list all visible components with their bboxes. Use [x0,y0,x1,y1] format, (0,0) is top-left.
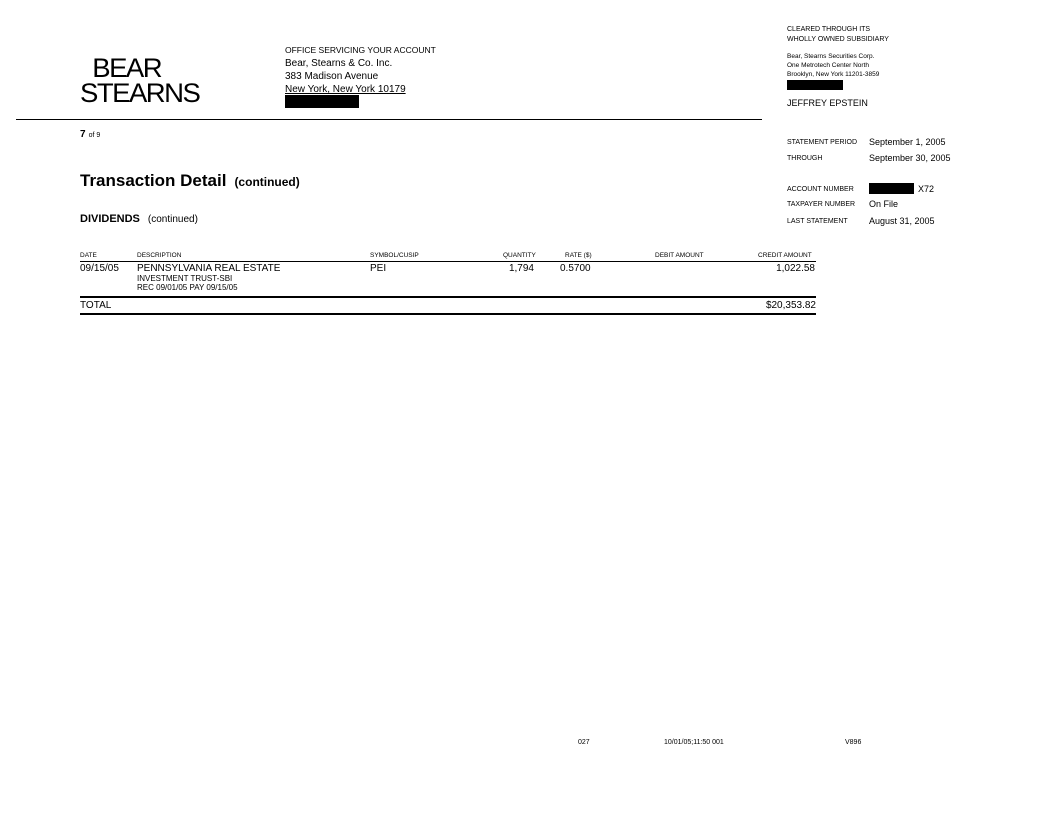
taxpayer-number-label: TAXPAYER NUMBER [787,201,856,208]
bear-stearns-logo [80,53,200,108]
column-header-rate: RATE ($) [565,252,592,259]
office-block [285,44,436,112]
through-label: THROUGH [787,155,823,162]
row-quantity: 1,794 [508,263,534,274]
page-current: 7 [80,129,86,140]
office-city: New York, New York 10179 [285,84,406,95]
account-number-label: ACCOUNT NUMBER [787,186,854,193]
through-value: September 30, 2005 [869,153,951,163]
section-main: DIVIDENDS [80,213,140,225]
section-heading [80,213,198,225]
total-bottom-rule [80,313,816,315]
office-name: Bear, Stearns & Co. Inc. [285,58,393,69]
column-header-symbol: SYMBOL/CUSIP [370,252,419,259]
clearing-firm: Bear, Stearns Securities Corp. [787,53,875,60]
footer-code2: V896 [845,739,862,746]
office-street: 383 Madison Avenue [285,71,379,82]
clearing-street: One Metrotech Center North [787,62,870,69]
row-rate: 0.5700 [560,263,591,274]
footer-timestamp: 10/01/05;11:50 001 [664,739,724,746]
redaction-bar [787,80,843,90]
row-credit: 1,022.58 [776,263,815,274]
office-label: OFFICE SERVICING YOUR ACCOUNT [285,45,436,55]
column-header-debit: DEBIT AMOUNT [655,252,704,259]
clearing-block [787,25,889,108]
statement-period-value: September 1, 2005 [869,137,946,147]
page-title [80,171,300,191]
footer-code1: 027 [578,739,590,746]
page-number [80,129,100,140]
redaction-bar [285,95,359,108]
clearing-line1: CLEARED THROUGH ITS [787,26,871,33]
clearing-line2: WHOLLY OWNED SUBSIDIARY [787,35,889,43]
account-number-suffix: X72 [918,184,935,194]
row-symbol: PEI [370,263,387,274]
statement-period-label: STATEMENT PERIOD [787,139,858,146]
last-statement-label: LAST STATEMENT [787,218,848,225]
row-description-line1: PENNSYLVANIA REAL ESTATE [137,263,281,274]
clearing-city: Brooklyn, New York 11201-3859 [787,71,880,78]
row-date: 09/15/05 [80,263,119,274]
title-suffix: (continued) [234,175,300,189]
taxpayer-number-value: On File [869,199,899,209]
client-name: JEFFREY EPSTEIN [787,97,868,108]
total-top-rule [80,296,816,298]
row-description [137,263,280,292]
title-main: Transaction Detail [80,171,227,190]
total-credit: $20,353.82 [765,300,816,311]
row-description-line2: INVESTMENT TRUST-SBI [137,274,233,283]
header-rule [80,261,816,262]
column-header-description: DESCRIPTION [137,252,182,259]
column-header-credit: CREDIT AMOUNT [758,252,812,259]
column-header-quantity: QUANTITY [503,252,536,259]
header-divider [16,119,762,120]
last-statement-value: August 31, 2005 [869,216,935,226]
logo-line1: BEAR [92,53,162,83]
page-total: of 9 [88,132,101,139]
column-header-date: DATE [80,252,97,259]
total-label: TOTAL [80,300,112,311]
row-description-line3: REC 09/01/05 PAY 09/15/05 [137,283,238,292]
logo-line2: STEARNS [80,78,200,108]
section-suffix: (continued) [147,214,198,225]
redaction-bar [869,183,914,194]
